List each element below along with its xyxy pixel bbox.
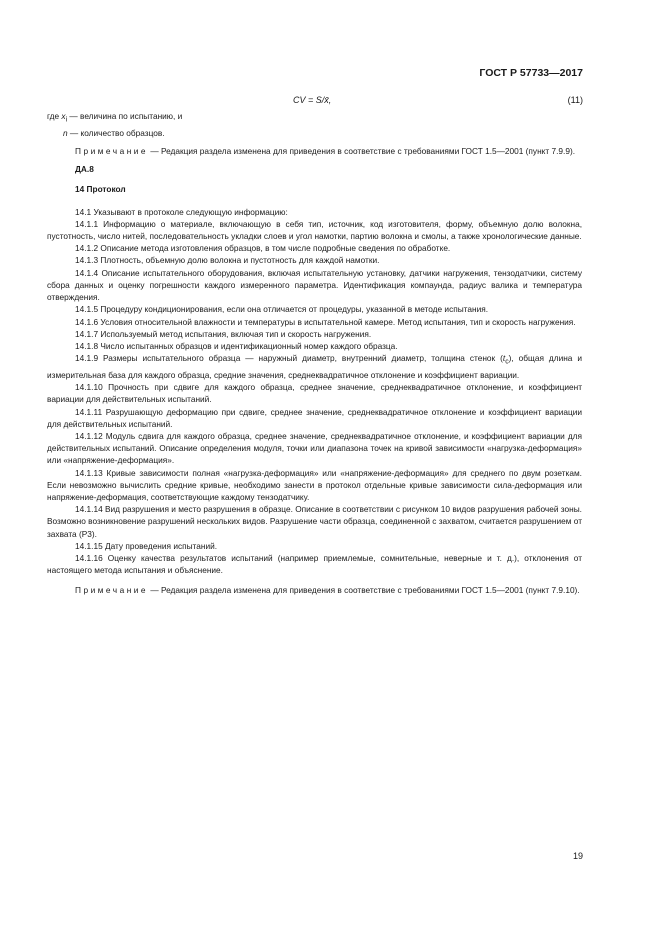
- paragraph: 14.1.16 Оценку качества результатов испытаний (например приемлемые, сомнительные, неверные и т. д.), отклонения от настоящего метода испытания и объяснение.: [47, 553, 582, 576]
- paragraph: 14.1.6 Условия относительной влажности и температуры в испытательной камере. Метод испытания, тип и скорость нагружения.: [75, 316, 576, 327]
- paragraph: 14.1 Указывают в протоколе следующую информацию:: [75, 206, 288, 217]
- note-1: [47, 145, 582, 157]
- where-line-1: [47, 110, 582, 127]
- p1419-before: 14.1.9 Размеры испытательного образца — наружный диаметр, внутренний диаметр, толщина стенок (: [75, 353, 503, 364]
- where-desc1: — величина по испытанию, и: [67, 111, 183, 121]
- paragraph: 14.1.15 Дату проведения испытаний.: [75, 540, 218, 551]
- paragraph: 14.1.13 Кривые зависимости полная «нагрузка-деформация» или «напряжение-деформация» для среднего по двум розеткам. Если невозможно вычислить средние кривые, необходимо занести в протокол отдельные кривые зависимости сила-деформация или напряжение-деформация, соответствующие каждому тензодатчику.: [47, 467, 582, 502]
- note-2: [47, 584, 582, 596]
- where-var2: n: [63, 127, 68, 138]
- document-header: ГОСТ Р 57733—2017: [479, 67, 583, 79]
- p1419-var: t: [502, 353, 506, 364]
- p1419-sub: c: [505, 358, 509, 366]
- paragraph: 14.1.7 Используемый метод испытания, включая тип и скорость нагружения.: [75, 328, 372, 339]
- paragraph: 14.1.3 Плотность, объемную долю волокна и пустотность для каждой намотки.: [75, 255, 380, 266]
- section-title: 14 Протокол: [75, 184, 126, 195]
- note-1-label: Примечание: [75, 146, 149, 157]
- where-lead: где: [47, 111, 60, 121]
- paragraph: 14.1.5 Процедуру кондиционирования, если она отличается от процедуры, указанной в методе испытания.: [75, 304, 489, 315]
- section-da: ДА.8: [75, 164, 94, 175]
- p1419-after: ), общая длина и измерительная база для каждого образца, средние значения, среднеквадратичное отклонение и коэффициент вариации.: [47, 353, 582, 380]
- note-2-text: — Редакция раздела изменена для приведения в соответствие с требованиями ГОСТ 1.5—2001 (пункт 7.9.10).: [148, 585, 580, 596]
- document-body: [47, 110, 582, 597]
- paragraph-14-1-9: [47, 352, 582, 381]
- where-sub1: i: [65, 116, 68, 124]
- paragraph: 14.1.8 Число испытанных образцов и идентификационный номер каждого образца.: [75, 340, 398, 351]
- note-2-label: Примечание: [75, 585, 149, 596]
- note-1-text: — Редакция раздела изменена для приведения в соответствие с требованиями ГОСТ 1.5—2001 (пункт 7.9.9).: [148, 146, 576, 157]
- page-number: 19: [572, 851, 583, 861]
- where-var1: x: [61, 111, 66, 121]
- paragraph: 14.1.12 Модуль сдвига для каждого образца, среднее значение, среднеквадратичное отклонение, и коэффициент вариации для действительных испытаний. Описание определения модуля, точки или диапазона точек на кривой зависимости «нагрузка-деформация» или «напряжение-деформация».: [47, 430, 582, 466]
- paragraph: 14.1.2 Описание метода изготовления образцов, в том числе подробные сведения по обработке.: [75, 243, 451, 254]
- paragraph: 14.1.14 Вид разрушения и место разрушения в образце. Описание в соответствии с рисунком 10 видов разрушения рабочей зоны. Возможно возникновение разрушений нескольких видов. Разрушение части образца, соединенной с захватом, считается разрушением от захвата (P3).: [47, 504, 582, 539]
- paragraph: 14.1.1 Информацию о материале, включающую в себя тип, источник, код изготовителя, форму, объемную долю волокна, пустотность, число нитей, последовательность укладки слоев и угол намотки, партию волокна и смолы, а также хронологические данные.: [47, 218, 582, 242]
- where-line-2: [47, 127, 582, 139]
- paragraph: 14.1.11 Разрушающую деформацию при сдвиге, среднее значение, среднеквадратичное отклонение и коэффициент вариации для действительных испытаний.: [47, 406, 582, 429]
- where-desc2: — количество образцов.: [67, 127, 165, 138]
- paragraph: 14.1.10 Прочность при сдвиге для каждого образца, среднее значение, среднеквадратичное отклонение, и коэффициент вариации для действительных испытаний.: [47, 382, 582, 405]
- formula-row: [0, 94, 661, 108]
- formula-number: (11): [567, 95, 583, 105]
- paragraph: 14.1.4 Описание испытательного оборудования, включая испытательную установку, датчики нагружения, тензодатчики, систему сбора данных и оценку погрешности каждого измеренного параметра. Идентификация компаунда, радиус валика и температура отверждения.: [47, 267, 582, 303]
- formula-expression: CV = S/x̄,: [293, 95, 332, 105]
